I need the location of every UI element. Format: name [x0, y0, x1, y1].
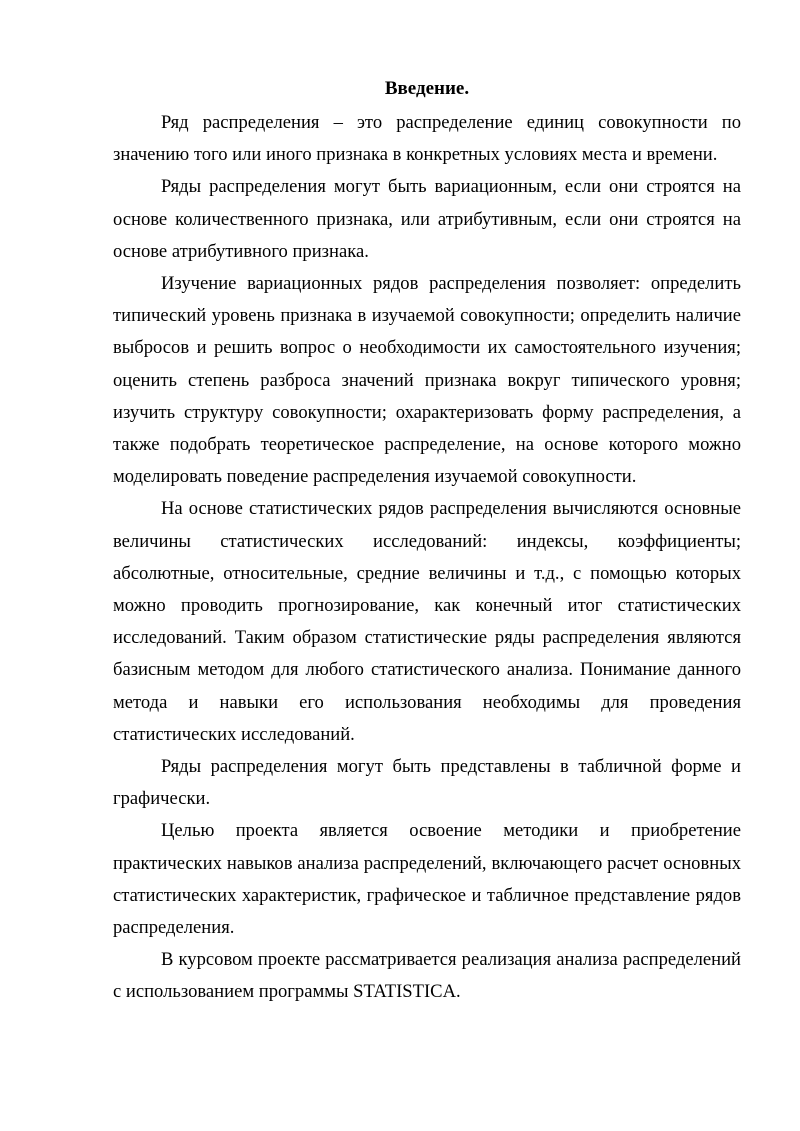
paragraph-5: Ряды распределения могут быть представлены в табличной форме и графически. — [113, 756, 741, 810]
document-body — [113, 75, 741, 1009]
paragraph-7: В курсовом проекте рассматривается реализация анализа распределений с использованием программы STATISTICA. — [113, 949, 741, 1003]
paragraph-2: Ряды распределения могут быть вариационным, если они строятся на основе количественного признака, или атрибутивным, если они строятся на основе атрибутивного признака. — [113, 176, 741, 262]
paragraph-4: На основе статистических рядов распределения вычисляются основные величины статистических исследований: индексы, коэффициенты; абсолютные, относительные, средние величины и т.д., с помощью которых можно проводить прогнозирование, как конечный итог статистических исследований. Таким образом статистические ряды распределения являются базисным методом для любого статистического анализа. Понимание данного метода и навыки его использования необходимы для проведения статистических исследований. — [113, 498, 741, 745]
paragraph-6: Целью проекта является освоение методики и приобретение практических навыков анализа распределений, включающего расчет основных статистических характеристик, графическое и табличное представление рядов распределения. — [113, 820, 741, 939]
page-title: Введение. — [384, 78, 470, 99]
paragraph-1: Ряд распределения – это распределение единиц совокупности по значению того или иного признака в конкретных условиях места и времени. — [113, 112, 741, 166]
paragraph-3: Изучение вариационных рядов распределения позволяет: определить типический уровень признака в изучаемой совокупности; определить наличие выбросов и решить вопрос о необходимости их самостоятельного изучения; оценить степень разброса значений признака вокруг типического уровня; изучить структуру совокупности; охарактеризовать форму распределения, а также подобрать теоретическое распределение, на основе которого можно моделировать поведение распределения изучаемой совокупности. — [113, 273, 741, 488]
